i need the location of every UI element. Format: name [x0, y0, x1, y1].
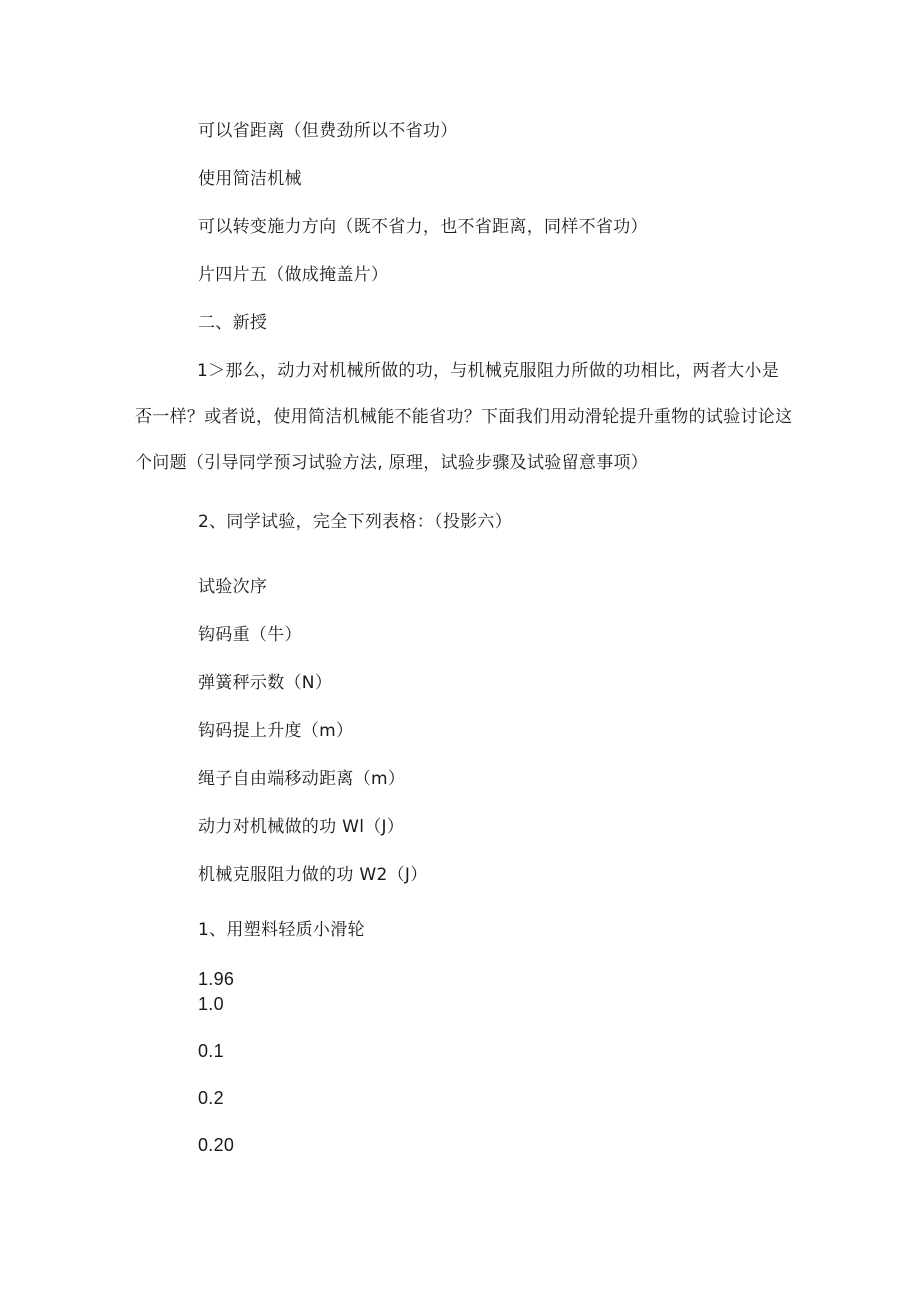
table-header-rope-distance: 绳子自由端移动距离（m）: [198, 769, 406, 789]
section-heading-new-lesson: 二、新授: [198, 313, 268, 333]
table-row-label-plastic-pulley: 1、用塑料轻质小滑轮: [198, 920, 365, 940]
table-header-spring-scale: 弹簧秤示数（N）: [198, 673, 333, 693]
text-line-simple-machine: 使用简洁机械: [198, 169, 302, 189]
table-header-hook-weight: 钩码重（牛）: [198, 625, 302, 645]
paragraph-experiment-intro: [135, 348, 795, 486]
table-cell-lift-height: 0.1: [198, 1041, 224, 1061]
table-header-work-w2: 机械克服阻力做的功 W2（J）: [198, 865, 428, 885]
table-cell-rope-distance: 0.2: [198, 1088, 224, 1108]
table-cell-hook-weight: 1.96: [198, 969, 235, 989]
table-header-lift-height: 钩码提上升度（m）: [198, 721, 354, 741]
table-header-trial-order: 试验次序: [198, 577, 268, 597]
table-cell-spring-scale: 1.0: [198, 994, 224, 1014]
table-header-work-w1: 动力对机械做的功 Wl（J）: [198, 817, 405, 837]
text-line-slides: 片四片五（做成掩盖片）: [198, 265, 389, 285]
text-line-save-distance: 可以省距离（但费劲所以不省功）: [198, 121, 458, 141]
text-line-change-direction: 可以转变施力方向（既不省力，也不省距离，同样不省功）: [198, 217, 648, 237]
table-cell-work-w1: 0.20: [198, 1135, 235, 1155]
paragraph-text: 1＞那么，动力对机械所做的功，与机械克服阻力所做的功相比，两者大小是否一样？或者说，使用简洁机械能不能省功？下面我们用动滑轮提升重物的试验讨论这个问题（引导同学预习试验方法, 原理，试验步骤及试验留意事项）: [135, 361, 793, 473]
paragraph-student-experiment: 2、同学试验，完全下列表格：（投影六）: [198, 512, 513, 532]
